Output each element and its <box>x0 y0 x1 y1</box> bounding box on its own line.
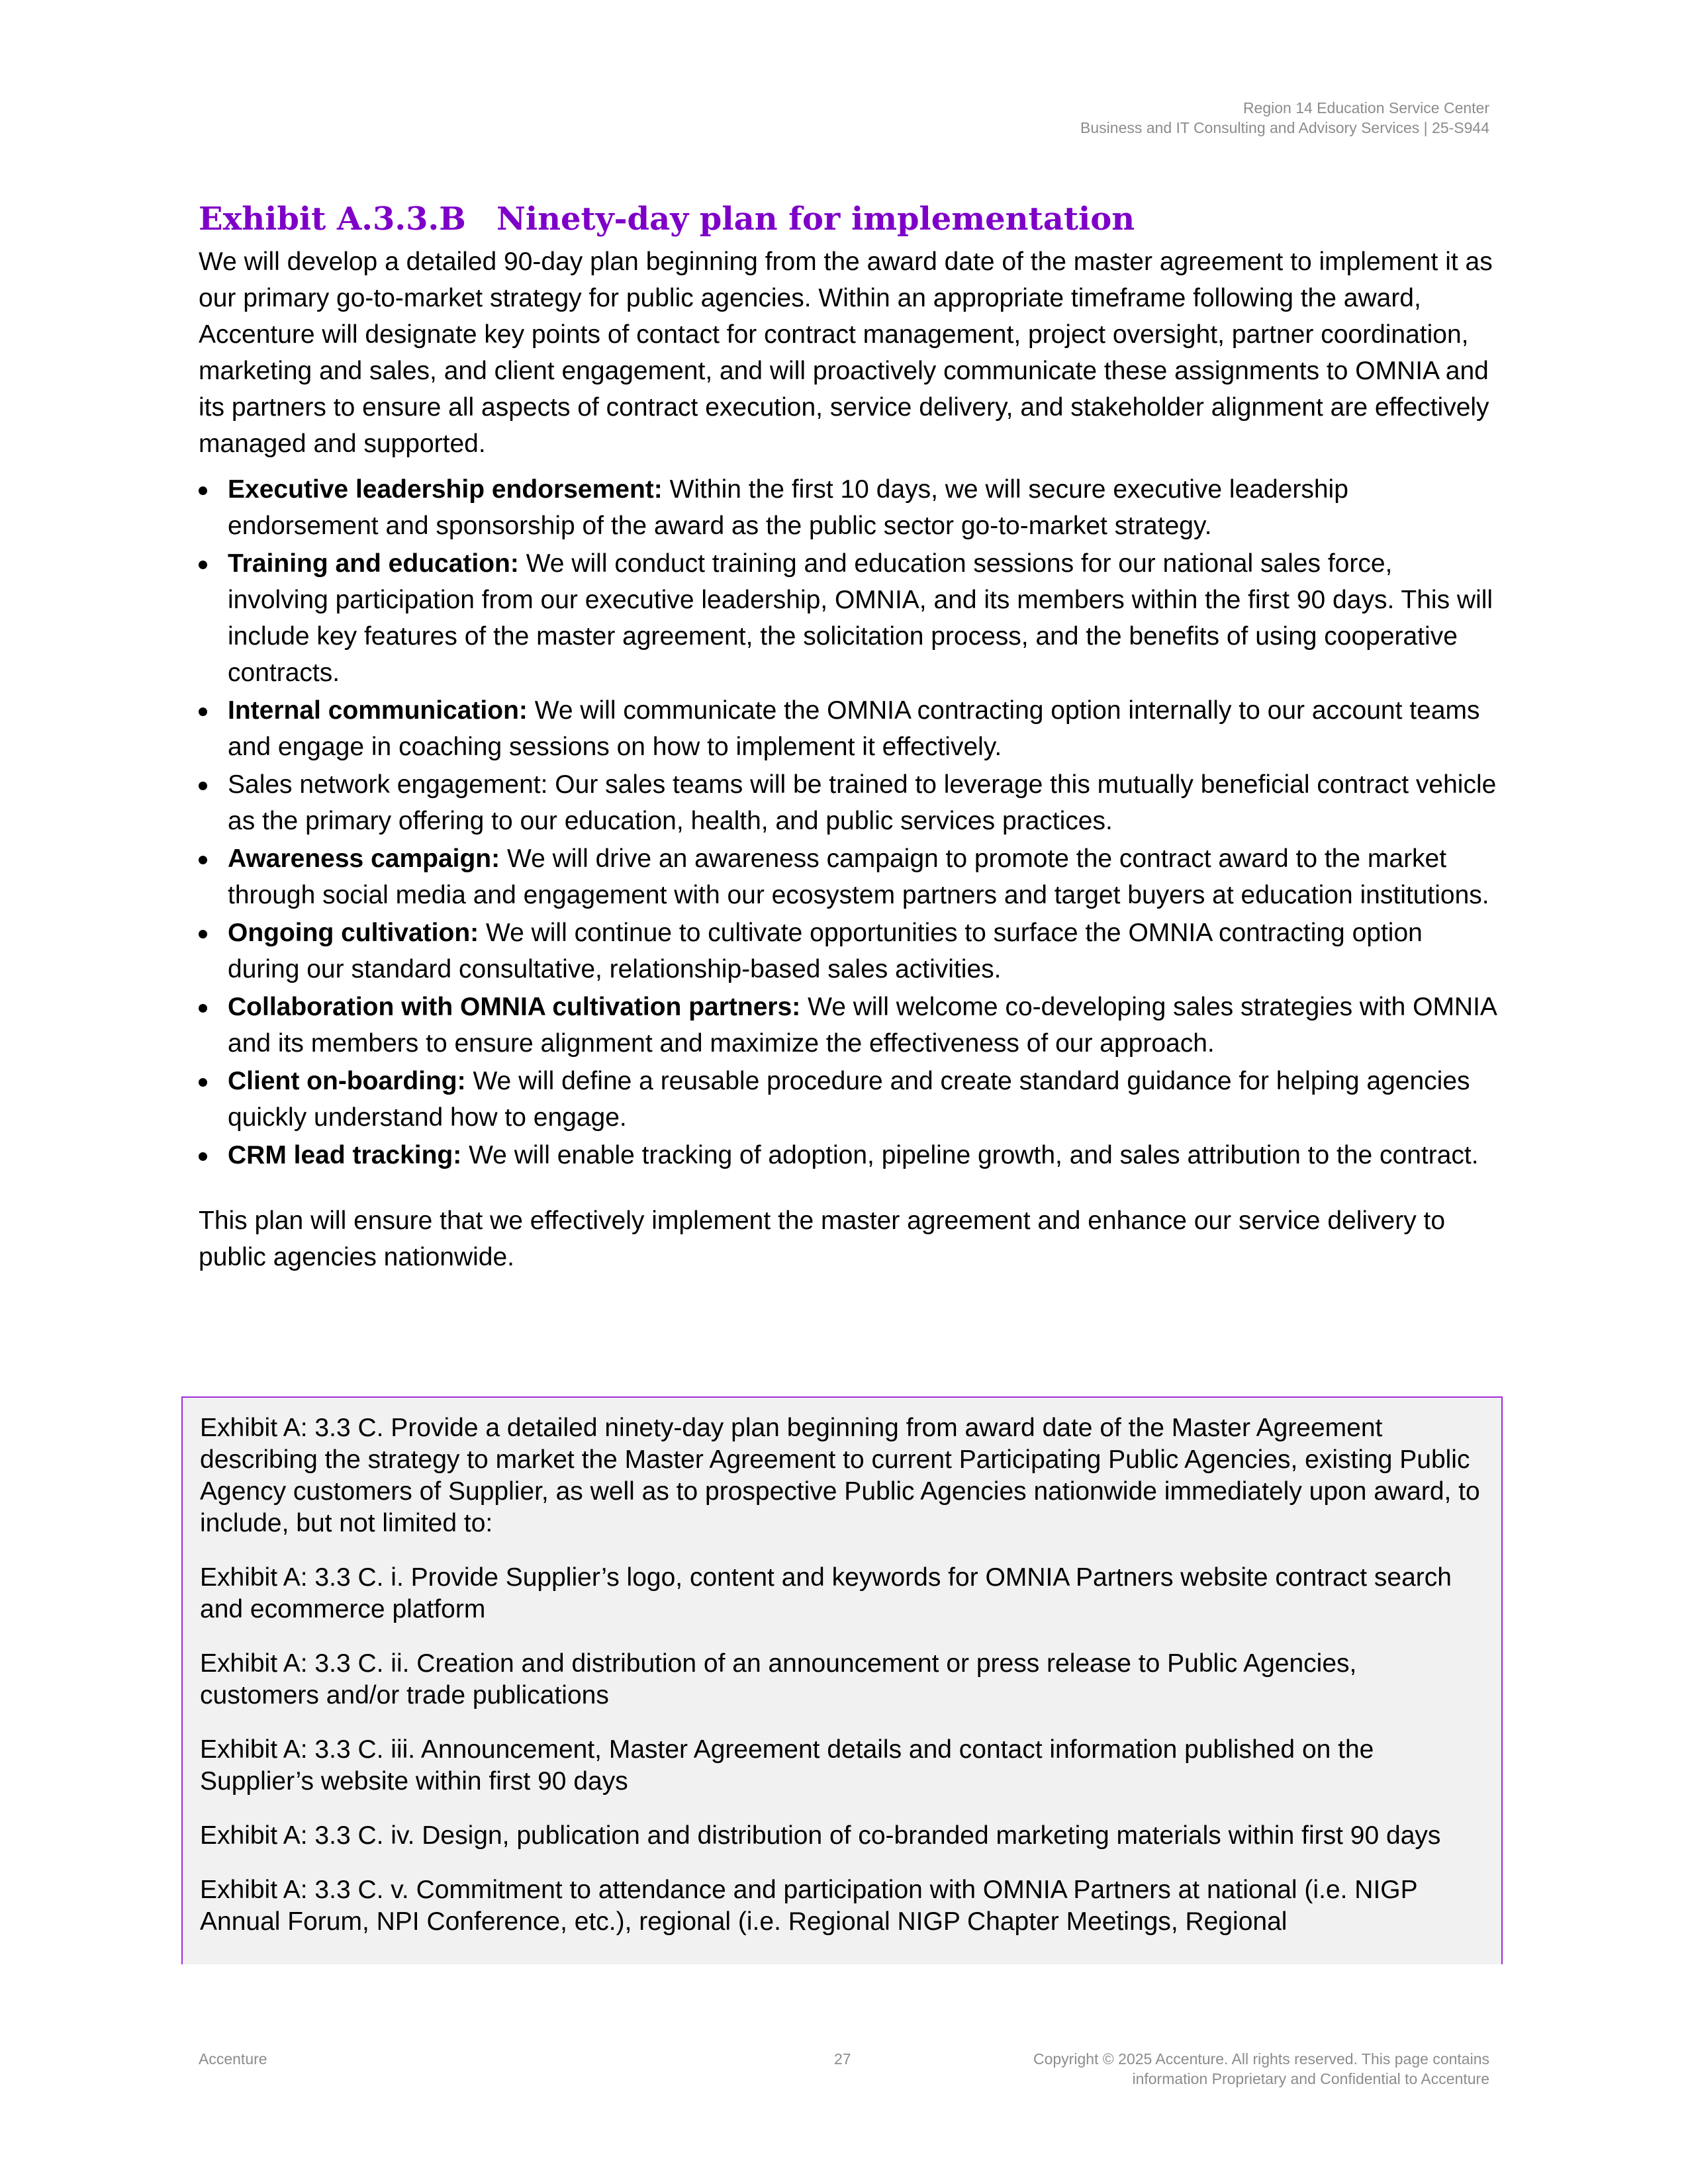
list-item <box>199 989 1497 1062</box>
bullet-text: We will enable tracking of adoption, pipeline growth, and sales attribution to the contract. <box>461 1141 1479 1169</box>
list-item <box>199 841 1497 913</box>
bullet-icon <box>199 707 207 716</box>
main-content <box>199 199 1497 1275</box>
bullet-icon <box>199 1078 207 1087</box>
bullet-icon <box>199 486 207 495</box>
requirement-paragraph: Exhibit A: 3.3 C. ii. Creation and distribution of an announcement or press release to Public Agencies, customers and/or trade publications <box>200 1649 1357 1709</box>
bullet-title: Collaboration with OMNIA cultivation partners: <box>228 993 801 1021</box>
bullet-title: Awareness campaign: <box>228 844 500 873</box>
requirement-paragraph: Exhibit A: 3.3 C. i. Provide Supplier’s logo, content and keywords for OMNIA Partners website contract search and ecommerce platform <box>200 1563 1452 1623</box>
bullet-text: We will communicate the OMNIA contracting option internally to our account teams and engage in coaching sessions on how to implement it effectively. <box>228 696 1480 761</box>
exhibit-number: Exhibit A.3.3.B <box>199 201 466 238</box>
exhibit-title: Ninety-day plan for implementation <box>496 201 1135 238</box>
bullet-text: We will define a reusable procedure and create standard guidance for helping agencies quickly understand how to engage. <box>228 1067 1470 1132</box>
list-item <box>199 1137 1497 1173</box>
page-number: 27 <box>834 2050 851 2068</box>
bullet-title: Internal communication: <box>228 696 528 725</box>
requirement-paragraph: Exhibit A: 3.3 C. iii. Announcement, Master Agreement details and contact information published on the Supplier’s website within first 90 days <box>200 1735 1374 1796</box>
footer-copyright <box>1033 2049 1489 2089</box>
bullet-icon <box>199 782 207 790</box>
closing-paragraph: This plan will ensure that we effectively implement the master agreement and enhance our service delivery to public agencies nationwide. <box>199 1206 1446 1271</box>
copyright-line-1: Copyright © 2025 Accenture. All rights reserved. This page contains <box>1033 2050 1489 2068</box>
bullet-title: CRM lead tracking: <box>228 1141 462 1169</box>
bullet-text: Within the first 10 days, we will secure executive leadership endorsement and sponsorship of the award as the public sector go-to-market strategy. <box>228 475 1348 540</box>
requirement-paragraph: Exhibit A: 3.3 C. iv. Design, publication and distribution of co-branded marketing materials within first 90 days <box>200 1821 1441 1850</box>
bullet-text: We will welcome co-developing sales strategies with OMNIA and its members to ensure alignment and maximize the effectiveness of our approach. <box>228 993 1496 1058</box>
bullet-title: Training and education: <box>228 549 519 578</box>
bullet-icon <box>199 1152 207 1161</box>
list-item <box>199 471 1497 544</box>
requirement-paragraph: Exhibit A: 3.3 C. v. Commitment to attendance and participation with OMNIA Partners at national (i.e. NIGP Annual Forum, NPI Conference, etc.), regional (i.e. Regional NIGP Chapter Meetings, Regional <box>200 1876 1417 1936</box>
list-item <box>199 692 1497 765</box>
header-line-1: Region 14 Education Service Center <box>1243 99 1489 116</box>
page-header <box>1080 98 1489 138</box>
bullet-icon <box>199 1004 207 1013</box>
header-line-2: Business and IT Consulting and Advisory Services | 25-S944 <box>1080 119 1489 136</box>
bullet-text: We will conduct training and education sessions for our national sales force, involving participation from our executive leadership, OMNIA, and its members within the first 90 days. This will include key features of the master agreement, the solicitation process, and the benefits of using cooperative contracts. <box>228 549 1493 687</box>
plan-bullet-list <box>199 471 1497 1173</box>
bullet-text: Sales network engagement: Our sales teams will be trained to leverage this mutually beneficial contract vehicle as the primary offering to our education, health, and public services practices. <box>228 770 1497 835</box>
list-item <box>199 1063 1497 1136</box>
bullet-title: Ongoing cultivation: <box>228 919 479 947</box>
footer-company: Accenture <box>199 2050 267 2068</box>
list-item <box>199 766 1497 839</box>
bullet-icon <box>199 856 207 864</box>
section-title <box>199 199 1497 240</box>
bullet-text: We will drive an awareness campaign to promote the contract award to the market through social media and engagement with our ecosystem partners and target buyers at education institutions. <box>228 844 1489 909</box>
intro-paragraph: We will develop a detailed 90-day plan beginning from the award date of the master agreement to implement it as our primary go-to-market strategy for public agencies. Within an appropriate timeframe following the award, Accenture will designate key points of contact for contract management, project oversight, partner coordination, marketing and sales, and client engagement, and will proactively communicate these assignments to OMNIA and its partners to ensure all aspects of contract execution, service delivery, and stakeholder alignment are effectively managed and supported. <box>199 248 1493 458</box>
bullet-title: Executive leadership endorsement: <box>228 475 663 504</box>
list-item <box>199 915 1497 987</box>
requirements-box <box>181 1396 1503 1964</box>
bullet-text: We will continue to cultivate opportunities to surface the OMNIA contracting option during our standard consultative, relationship-based sales activities. <box>228 919 1423 983</box>
list-item <box>199 545 1497 691</box>
copyright-line-2: information Proprietary and Confidential to Accenture <box>1132 2070 1489 2087</box>
bullet-icon <box>199 561 207 569</box>
requirement-paragraph: Exhibit A: 3.3 C. Provide a detailed ninety-day plan beginning from award date of the Master Agreement describing the strategy to market the Master Agreement to current Participating Public Agencies, existing Public Agency customers of Supplier, as well as to prospective Public Agencies nationwide immediately upon award, to include, but not limited to: <box>200 1414 1480 1537</box>
bullet-title: Client on-boarding: <box>228 1067 466 1095</box>
bullet-icon <box>199 930 207 938</box>
